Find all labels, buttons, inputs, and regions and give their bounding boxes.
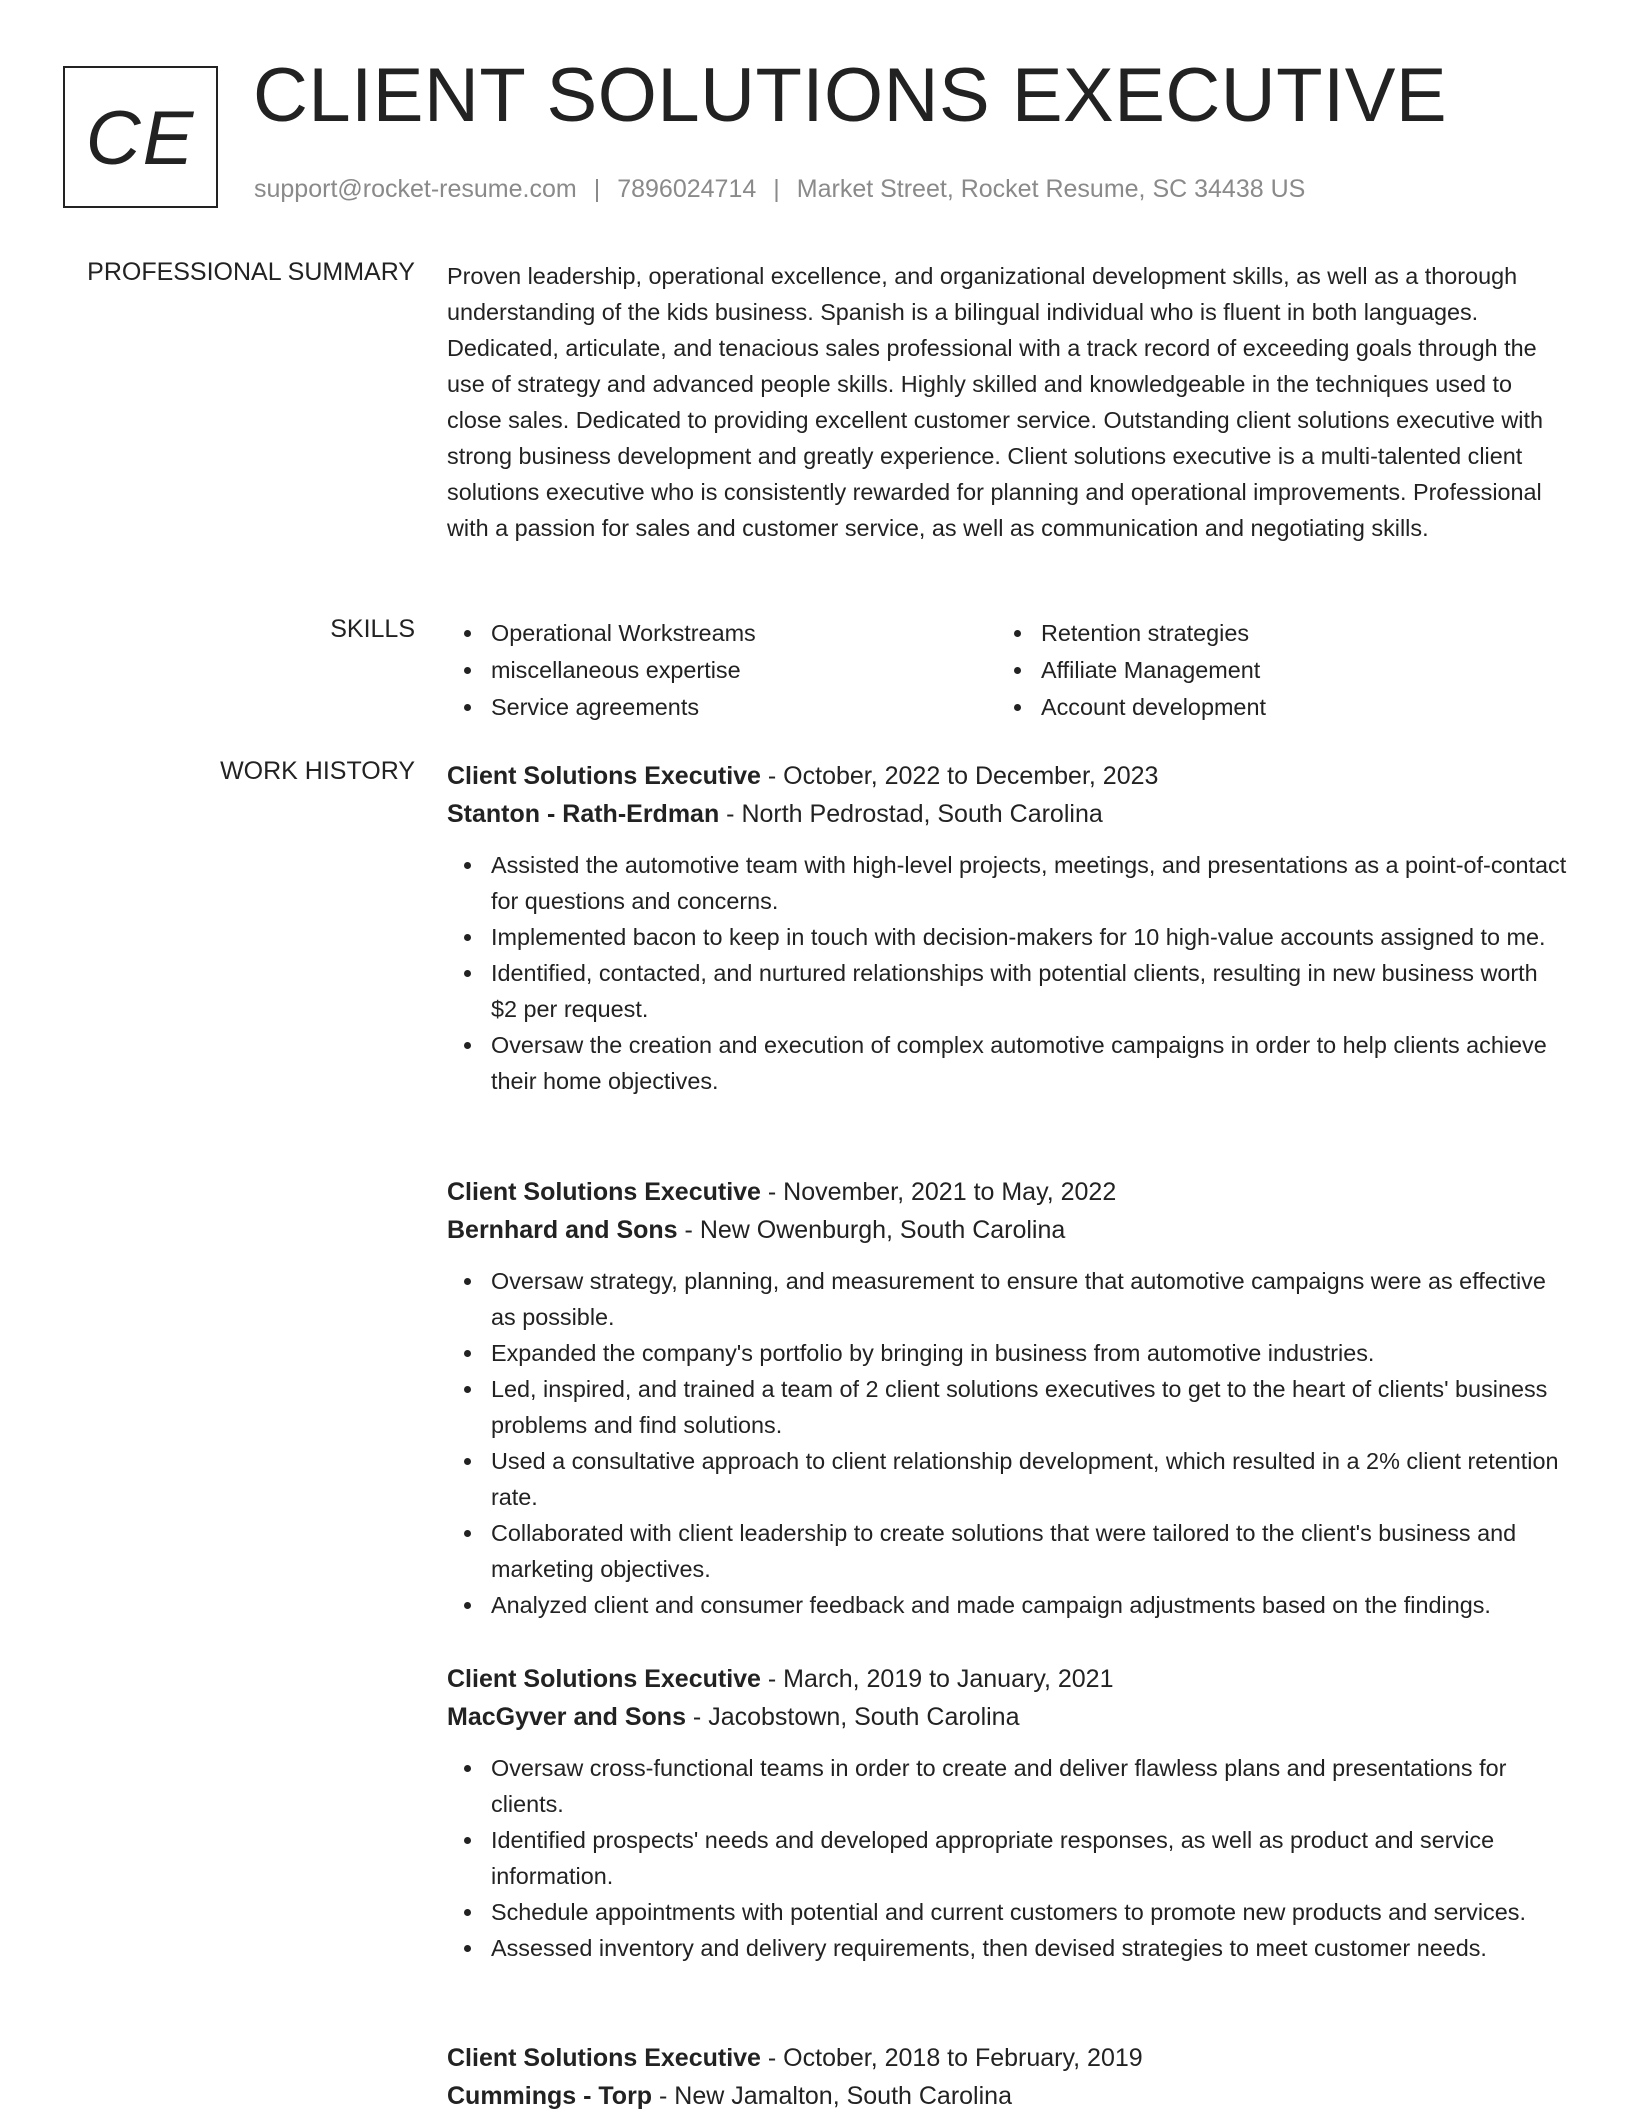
resume-title: CLIENT SOLUTIONS EXECUTIVE [253,53,1448,138]
job-company: Stanton - Rath-Erdman [447,800,720,828]
job-bullets [447,1263,1567,1623]
job-entry [447,757,1567,1099]
contact-address: Market Street, Rocket Resume, SC 34438 US [796,175,1306,203]
skill-item: Operational Workstreams [491,615,997,652]
contact-line [254,175,1305,204]
job-company: MacGyver and Sons [447,1703,686,1731]
skills-column-right [997,615,1547,726]
job-company-line [447,1698,1567,1736]
job-title-line [447,1173,1567,1211]
dash: - [760,1178,784,1206]
job-bullet: Expanded the company's portfolio by bringing in business from automotive industries. [491,1335,1567,1371]
job-bullet: Implemented bacon to keep in touch with decision-makers for 10 high-value accounts assigned to me. [491,919,1567,955]
job-bullet: Identified, contacted, and nurtured relationships with potential clients, resulting in new business worth $2 per request. [491,955,1567,1027]
job-title: Client Solutions Executive [447,1665,761,1693]
job-company-line [447,795,1567,833]
job-bullet: Identified prospects' needs and developed appropriate responses, as well as product and service information. [491,1822,1567,1894]
monogram-initials: CE [85,95,196,181]
dash: - [760,1665,784,1693]
job-company-line [447,2077,1567,2115]
job-location: New Owenburgh, South Carolina [699,1216,1066,1244]
job-bullets [447,1750,1567,1966]
job-title: Client Solutions Executive [447,2044,761,2072]
job-location: Jacobstown, South Carolina [708,1703,1020,1731]
job-bullet: Oversaw cross-functional teams in order to create and deliver flawless plans and presentations for clients. [491,1750,1567,1822]
job-bullet: Oversaw the creation and execution of complex automotive campaigns in order to help clients achieve their home objectives. [491,1027,1567,1099]
job-bullet: Schedule appointments with potential and current customers to promote new products and services. [491,1894,1567,1930]
job-bullet: Assessed inventory and delivery requirements, then devised strategies to meet customer needs. [491,1930,1567,1966]
job-entry [447,1660,1567,1966]
skill-item: miscellaneous expertise [491,652,997,689]
skills-column-left [447,615,997,726]
job-bullet: Collaborated with client leadership to create solutions that were tailored to the client's business and marketing objectives. [491,1515,1567,1587]
contact-phone[interactable]: 7896024714 [617,175,757,203]
job-title: Client Solutions Executive [447,1178,761,1206]
dash: - [760,2044,784,2072]
job-title-line [447,757,1567,795]
job-bullet: Assisted the automotive team with high-level projects, meetings, and presentations as a point-of-contact for questions and concerns. [491,847,1567,919]
skill-item: Affiliate Management [1041,652,1547,689]
job-title-line [447,2039,1567,2077]
job-bullet: Analyzed client and consumer feedback and made campaign adjustments based on the findings. [491,1587,1567,1623]
skills-list [447,615,1567,726]
dash: - [760,762,784,790]
contact-email[interactable]: support@rocket-resume.com [254,175,577,203]
summary-text: Proven leadership, operational excellence, and organizational development skills, as well as a thorough understanding of the kids business. Spanish is a bilingual individual who is fluent in both languages. Dedicated, articulate, and tenacious sales professional with a track record of exceeding goals through the use of strategy and advanced people skills. Highly skilled and knowledgeable in the techniques used to close sales. Dedicated to providing excellent customer service. Outstanding client solutions executive with strong business development and greatly experience. Client solutions executive is a multi-talented client solutions executive who is consistently rewarded for planning and operational improvements. Professional with a passion for sales and customer service, as well as communication and negotiating skills. [447,263,1544,541]
job-bullet: Led, inspired, and trained a team of 2 client solutions executives to get to the heart of clients' business problems and find solutions. [491,1371,1567,1443]
job-entry [447,2039,1567,2115]
skill-item: Retention strategies [1041,615,1547,652]
skill-item: Account development [1041,689,1547,726]
dash: - [677,1216,700,1244]
job-bullets [447,847,1567,1099]
job-bullet: Used a consultative approach to client relationship development, which resulted in a 2% client retention rate. [491,1443,1567,1515]
job-company: Cummings - Torp [447,2082,653,2110]
dash: - [685,1703,709,1731]
job-company: Bernhard and Sons [447,1216,678,1244]
dash: - [652,2082,675,2110]
dash: - [719,800,742,828]
monogram-box [63,66,218,208]
job-entry [447,1173,1567,1623]
job-dates: March, 2019 to January, 2021 [783,1665,1114,1693]
job-bullet: Oversaw strategy, planning, and measurement to ensure that automotive campaigns were as effective as possible. [491,1263,1567,1335]
job-dates: October, 2022 to December, 2023 [783,762,1159,790]
contact-separator: | [773,175,780,203]
section-label-summary: PROFESSIONAL SUMMARY [87,258,415,286]
contact-separator: | [593,175,601,203]
job-company-line [447,1211,1567,1249]
job-location: North Pedrostad, South Carolina [741,800,1103,828]
job-dates: October, 2018 to February, 2019 [783,2044,1143,2072]
section-label-skills: SKILLS [330,615,415,643]
section-label-work-history: WORK HISTORY [220,757,415,785]
job-title-line [447,1660,1567,1698]
skill-item: Service agreements [491,689,997,726]
job-location: New Jamalton, South Carolina [674,2082,1012,2110]
job-title: Client Solutions Executive [447,762,761,790]
job-dates: November, 2021 to May, 2022 [783,1178,1117,1206]
